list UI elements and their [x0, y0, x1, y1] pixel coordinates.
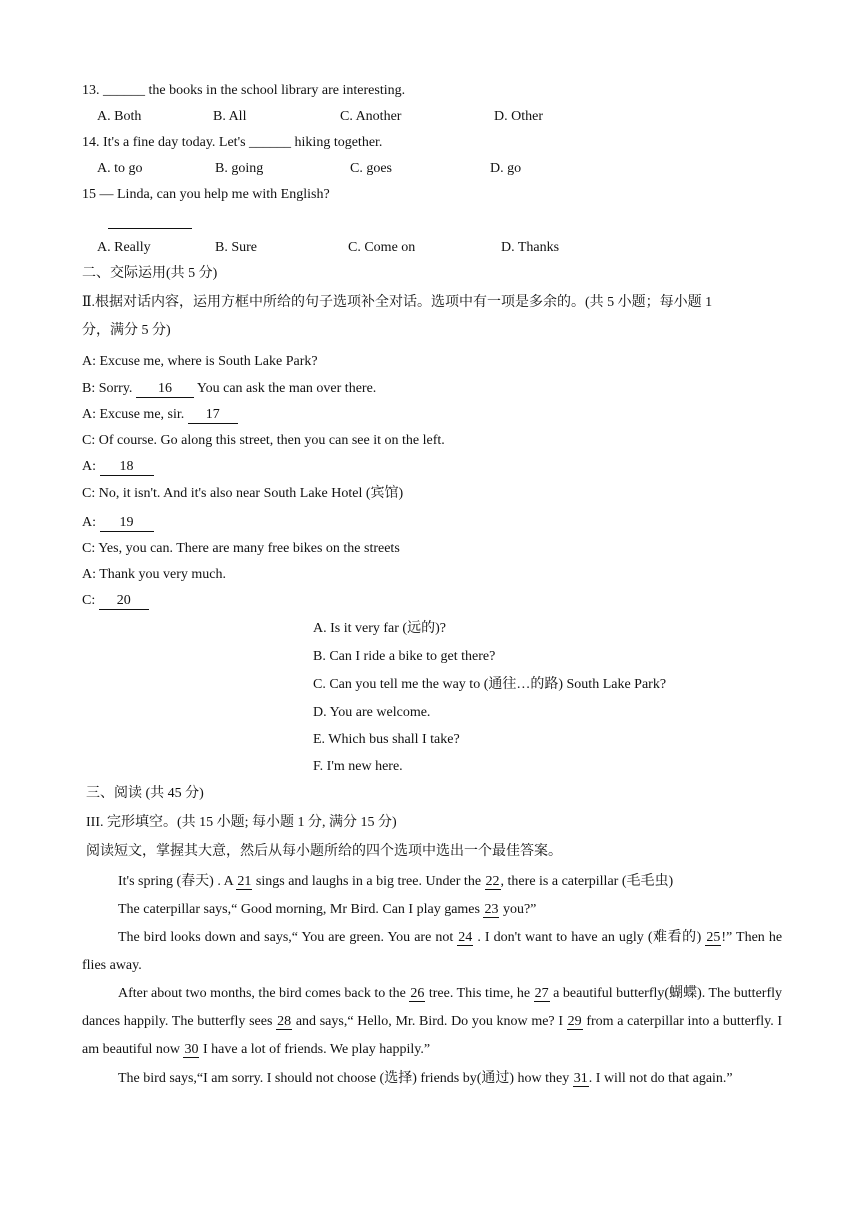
question-13: [82, 82, 405, 100]
answer-line: [108, 228, 192, 229]
section-2-instruction: Ⅱ.根据对话内容，运用方框中所给的句子选项补全对话。选项中有一项是多余的。(共 5 小题；每小题 1: [82, 295, 713, 310]
blank-21: 21: [237, 874, 252, 889]
choice-e: E. Which bus shall I take?: [313, 732, 460, 747]
option-a: A. Both: [97, 109, 142, 124]
option-a: A. to go: [97, 161, 143, 176]
blank-22: 22: [485, 874, 500, 889]
blank-30: 30: [184, 1042, 199, 1057]
choice-a: A. Is it very far (远的)?: [313, 621, 446, 636]
question-text: hiking together.: [294, 135, 383, 150]
question-number: 13.: [82, 83, 100, 98]
blank-20: 20: [99, 593, 149, 610]
choice-f: F. I'm new here.: [313, 759, 403, 774]
option-b: B. going: [215, 161, 264, 176]
blank-26: 26: [410, 986, 425, 1001]
question-14: [82, 134, 382, 152]
dialogue-line: A: Thank you very much.: [82, 567, 226, 582]
question-text: It's a fine day today. Let's: [103, 135, 246, 150]
passage-paragraph-5: The bird says,“I am sorry. I should not choose (选择) friends by(通过) how they 31. I will not do that again.”: [118, 1071, 733, 1086]
question-number: 14.: [82, 135, 100, 150]
dialogue-line: B: Sorry. 16 You can ask the man over there.: [82, 381, 377, 396]
option-a: A. Really: [97, 240, 151, 255]
option-d: D. Thanks: [501, 240, 560, 255]
option-d: D. Other: [494, 109, 543, 124]
choice-c: C. Can you tell me the way to (通往…的路) South Lake Park?: [313, 677, 667, 692]
choice-d: D. You are welcome.: [313, 705, 431, 720]
blank-19: 19: [100, 515, 154, 532]
dialogue-line: A: Excuse me, where is South Lake Park?: [82, 354, 318, 369]
option-d: D. go: [490, 161, 522, 176]
blank-28: 28: [277, 1014, 292, 1029]
answer-blank: ______: [249, 135, 292, 150]
section-3-instruction: 阅读短文，掌握其大意，然后从每小题所给的四个选项中选出一个最佳答案。: [86, 844, 562, 859]
section-3-subtitle: III. 完形填空。(共 15 小题; 每小题 1 分, 满分 15 分): [86, 815, 397, 830]
question-text: the books in the school library are interesting.: [148, 83, 406, 98]
question-15: 15 — Linda, can you help me with English?: [82, 187, 330, 202]
section-2-title: 二、交际运用(共 5 分): [82, 266, 218, 281]
blank-31: 31: [573, 1071, 588, 1086]
blank-23: 23: [484, 902, 499, 917]
dialogue-line: A: 19: [82, 514, 154, 532]
blank-25: 25: [706, 930, 721, 945]
dialogue-line: A: Excuse me, sir. 17: [82, 406, 238, 424]
option-b: B. All: [213, 109, 247, 124]
option-b: B. Sure: [215, 240, 257, 255]
passage-paragraph-4: After about two months, the bird comes back to the 26 tree. This time, he 27 a beautiful butterfly(蝴蝶). The butterfly dances happily. The butterfly sees 28 and says,“ Hello, Mr. Bird. Do you know me? I 29 from a caterpillar into a butterfly. I am beautiful now 30 I have a lot of friends. We play happily.”: [82, 986, 783, 1057]
blank-17: 17: [188, 407, 238, 424]
dialogue-line: C: Yes, you can. There are many free bikes on the streets: [82, 541, 400, 556]
option-c: C. Come on: [348, 240, 416, 255]
passage-paragraph-2: The caterpillar says,“ Good morning, Mr Bird. Can I play games 23 you?”: [118, 902, 537, 917]
choice-b: B. Can I ride a bike to get there?: [313, 649, 496, 664]
section-2-instruction-cont: 分，满分 5 分): [82, 323, 171, 338]
blank-24: 24: [458, 930, 473, 945]
option-c: C. Another: [340, 109, 402, 124]
blank-29: 29: [567, 1014, 582, 1029]
passage-paragraph-1: It's spring (春天) . A 21 sings and laughs in a big tree. Under the 22, there is a caterpillar (毛毛虫): [118, 874, 674, 889]
dialogue-line: A: 18: [82, 458, 154, 476]
blank-16: 16: [136, 381, 194, 398]
dialogue-line: C: No, it isn't. And it's also near South Lake Hotel (宾馆): [82, 486, 404, 501]
section-3-title: 三、阅读 (共 45 分): [86, 786, 204, 801]
dialogue-line: C: Of course. Go along this street, then you can see it on the left.: [82, 433, 445, 448]
passage-paragraph-3: The bird looks down and says,“ You are green. You are not 24 . I don't want to have an ugly (难看的) 25!” Then he flies away.: [82, 930, 783, 973]
blank-18: 18: [100, 459, 154, 476]
dialogue-line: C: 20: [82, 592, 149, 610]
blank-27: 27: [534, 986, 549, 1001]
option-c: C. goes: [350, 161, 392, 176]
answer-blank: ______: [103, 83, 145, 98]
